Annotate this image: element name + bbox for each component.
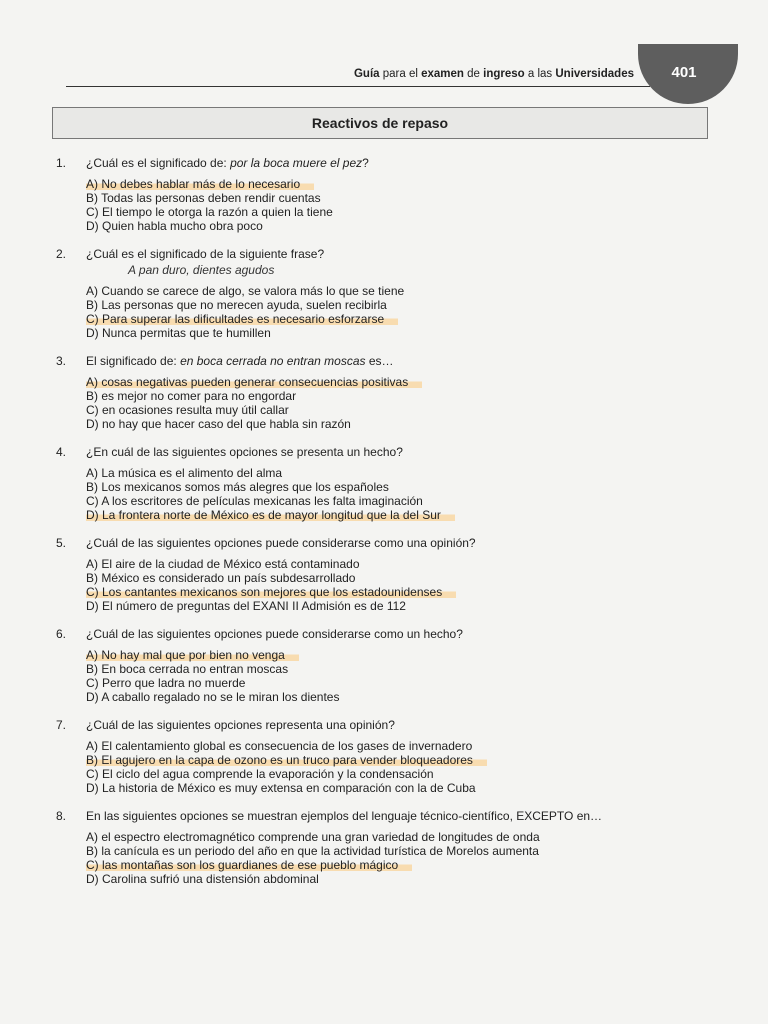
question-text — [86, 155, 716, 171]
answer-option — [86, 326, 716, 340]
answer-options — [86, 466, 716, 522]
answer-text: D) Carolina sufrió una distensión abdominal — [86, 872, 319, 886]
answer-text: D) La historia de México es muy extensa en comparación con la de Cuba — [86, 781, 476, 795]
answer-option — [86, 284, 716, 298]
highlighted-answer-text: A) No debes hablar más de lo necesario — [86, 177, 314, 191]
answer-option — [86, 191, 716, 205]
answer-option — [86, 858, 716, 872]
answer-option — [86, 177, 716, 191]
answer-option — [86, 389, 716, 403]
answer-text: A) el espectro electromagnético comprende una gran variedad de longitudes de onda — [86, 830, 540, 844]
question-text — [86, 808, 716, 824]
answer-text: D) Quien habla mucho obra poco — [86, 219, 263, 233]
answer-option — [86, 753, 716, 767]
question-text-part: es… — [365, 354, 394, 368]
answer-text: C) Perro que ladra no muerde — [86, 676, 246, 690]
highlighted-answer-text: C) Los cantantes mexicanos son mejores que los estadounidenses — [86, 585, 456, 599]
answer-text: B) es mejor no comer para no engordar — [86, 389, 297, 403]
question-stem — [56, 717, 716, 733]
answer-text: B) Los mexicanos somos más alegres que los españoles — [86, 480, 389, 494]
question-text-part: ¿Cuál de las siguientes opciones puede considerarse como una opinión? — [86, 536, 476, 550]
question-number: 7. — [56, 718, 67, 732]
answer-option — [86, 676, 716, 690]
header-part: ingreso — [483, 68, 525, 80]
question-text — [86, 246, 716, 262]
highlighted-answer-text: A) cosas negativas pueden generar consecuencias positivas — [86, 375, 422, 389]
answer-option — [86, 375, 716, 389]
answer-text: B) Las personas que no merecen ayuda, suelen recibirla — [86, 298, 387, 312]
answer-options — [86, 557, 716, 613]
answer-text: C) El ciclo del agua comprende la evaporación y la condensación — [86, 767, 434, 781]
header-rule — [66, 86, 650, 87]
answer-option — [86, 466, 716, 480]
question-item — [56, 444, 716, 522]
question-text — [86, 626, 716, 642]
header-part: Universidades — [555, 68, 634, 80]
answer-text: C) A los escritores de películas mexicanas les falta imaginación — [86, 494, 423, 508]
question-stem — [56, 535, 716, 551]
answer-option — [86, 571, 716, 585]
answer-options — [86, 177, 716, 233]
answer-text: A) El calentamiento global es consecuencia de los gases de invernadero — [86, 739, 473, 753]
question-item — [56, 535, 716, 613]
answer-text: A) Cuando se carece de algo, se valora más lo que se tiene — [86, 284, 405, 298]
answer-text: D) Nunca permitas que te humillen — [86, 326, 271, 340]
answer-option — [86, 298, 716, 312]
question-quote: A pan duro, dientes agudos — [128, 263, 275, 277]
answer-option — [86, 648, 716, 662]
answer-options — [86, 739, 716, 795]
answer-option — [86, 205, 716, 219]
question-number: 3. — [56, 354, 67, 368]
question-number: 4. — [56, 445, 67, 459]
question-number: 5. — [56, 536, 67, 550]
question-item — [56, 246, 716, 340]
header-part: examen — [421, 68, 464, 80]
answer-option — [86, 403, 716, 417]
answer-option — [86, 767, 716, 781]
question-text-part: ¿Cuál es el significado de la siguiente frase? — [86, 247, 325, 261]
highlighted-answer-text: D) La frontera norte de México es de mayor longitud que la del Sur — [86, 508, 455, 522]
answer-option — [86, 690, 716, 704]
answer-options — [86, 284, 716, 340]
answer-text: B) México es considerado un país subdesarrollado — [86, 571, 356, 585]
question-number: 6. — [56, 627, 67, 641]
question-text — [86, 717, 716, 733]
question-text — [86, 535, 716, 551]
question-stem — [56, 444, 716, 460]
answer-option — [86, 599, 716, 613]
answer-option — [86, 739, 716, 753]
highlighted-answer-text: C) las montañas son los guardianes de ese pueblo mágico — [86, 858, 412, 872]
answer-option — [86, 494, 716, 508]
question-item — [56, 717, 716, 795]
answer-text: D) A caballo regalado no se le miran los dientes — [86, 690, 340, 704]
question-text-part: por la boca muere el pez — [230, 156, 363, 170]
question-text — [86, 444, 716, 460]
question-text-part: ? — [362, 156, 369, 170]
answer-option — [86, 417, 716, 431]
highlighted-answer-text: A) No hay mal que por bien no venga — [86, 648, 299, 662]
answer-option — [86, 662, 716, 676]
answer-option — [86, 585, 716, 599]
question-item — [56, 155, 716, 233]
running-header — [354, 68, 634, 80]
answer-text: A) El aire de la ciudad de México está contaminado — [86, 557, 360, 571]
answer-option — [86, 830, 716, 844]
answer-option — [86, 781, 716, 795]
question-number: 1. — [56, 156, 67, 170]
question-text-part: ¿Cuál es el significado de: — [86, 156, 231, 170]
answer-option — [86, 557, 716, 571]
question-text-part: En las siguientes opciones se muestran ejemplos del lenguaje técnico-científico, EXCEPTO en… — [86, 809, 603, 823]
section-title: Reactivos de repaso — [311, 115, 449, 131]
answer-text: D) El número de preguntas del EXANI II Admisión es de 112 — [86, 599, 406, 613]
question-list — [56, 155, 716, 899]
question-item — [56, 353, 716, 431]
answer-option — [86, 844, 716, 858]
question-text-part: ¿Cuál de las siguientes opciones puede considerarse como un hecho? — [86, 627, 463, 641]
answer-text: B) Todas las personas deben rendir cuentas — [86, 191, 321, 205]
answer-options — [86, 830, 716, 886]
header-part: para el — [379, 68, 422, 80]
answer-option — [86, 219, 716, 233]
question-number: 2. — [56, 247, 67, 261]
question-item — [56, 626, 716, 704]
highlighted-answer-text: C) Para superar las dificultades es necesario esforzarse — [86, 312, 398, 326]
question-stem — [56, 246, 716, 262]
answer-option — [86, 872, 716, 886]
answer-text: B) la canícula es un periodo del año en que la actividad turística de Morelos aumenta — [86, 844, 539, 858]
answer-text: B) En boca cerrada no entran moscas — [86, 662, 289, 676]
answer-option — [86, 480, 716, 494]
question-text-part: El significado de: — [86, 354, 181, 368]
answer-options — [86, 375, 716, 431]
question-item — [56, 808, 716, 886]
question-text-part: ¿En cuál de las siguientes opciones se presenta un hecho? — [86, 445, 403, 459]
section-title-box — [52, 107, 708, 139]
header-part: a las — [524, 68, 556, 80]
answer-option — [86, 312, 716, 326]
question-stem — [56, 155, 716, 171]
question-text-part: en boca cerrada no entran moscas — [180, 354, 366, 368]
answer-text: C) en ocasiones resulta muy útil callar — [86, 403, 289, 417]
question-number: 8. — [56, 809, 67, 823]
question-stem — [56, 626, 716, 642]
page-number-tab — [638, 44, 738, 104]
answer-text: D) no hay que hacer caso del que habla sin razón — [86, 417, 351, 431]
question-stem — [56, 808, 716, 824]
question-text-part: ¿Cuál de las siguientes opciones representa una opinión? — [86, 718, 395, 732]
highlighted-answer-text: B) El agujero en la capa de ozono es un truco para vender bloqueadores — [86, 753, 487, 767]
header-part: Guía — [353, 68, 380, 80]
question-text — [86, 353, 716, 369]
question-stem — [56, 353, 716, 369]
page-number: 401 — [671, 64, 697, 81]
answer-option — [86, 508, 716, 522]
answer-text: C) El tiempo le otorga la razón a quien la tiene — [86, 205, 333, 219]
header-part: de — [463, 68, 484, 80]
answer-text: A) La música es el alimento del alma — [86, 466, 283, 480]
answer-options — [86, 648, 716, 704]
